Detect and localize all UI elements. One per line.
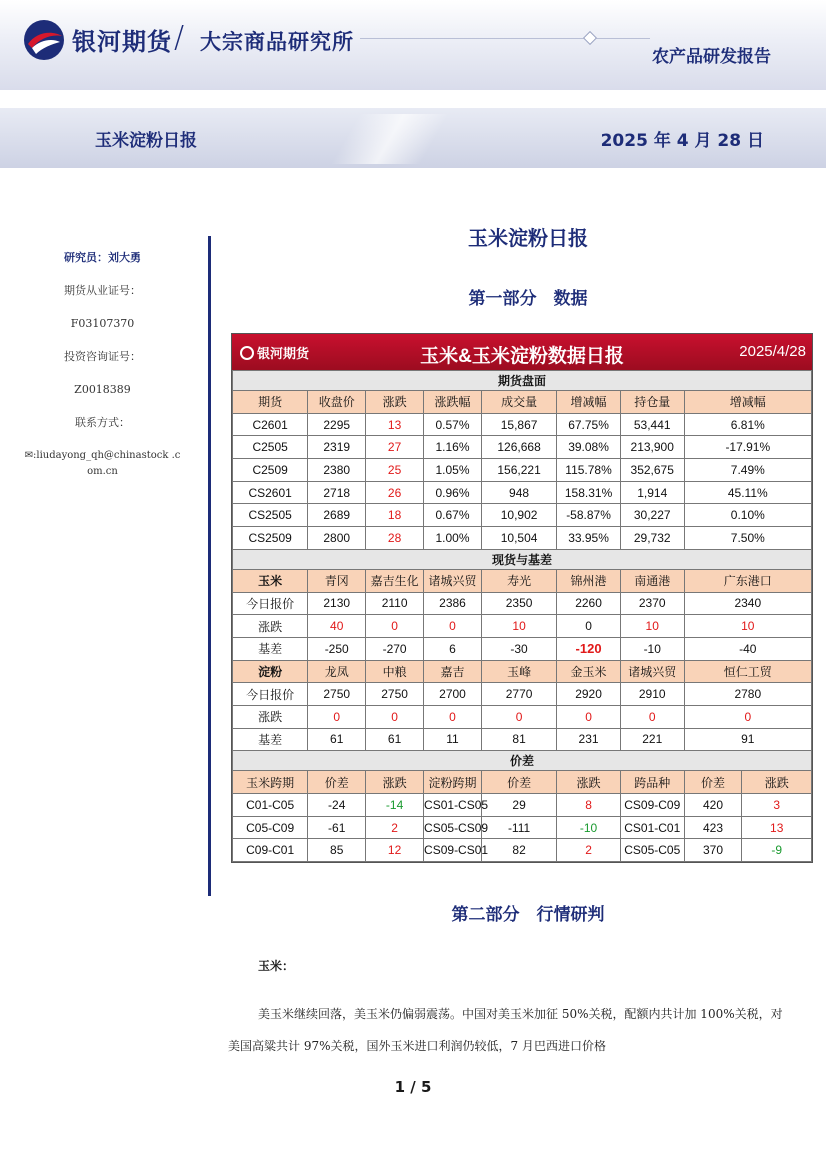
spread-header-cell: 价差 [481,771,556,794]
futures-cell: 10,504 [481,527,556,550]
corn-header-cell: 嘉吉生化 [366,569,424,592]
part2-title: 第二部分 行情研判 [451,905,605,925]
starch-price-cell: 2750 [308,683,366,706]
futures-cell: 352,675 [620,459,684,482]
spread-cell: CS01-CS05 [424,794,482,817]
futures-row [233,436,812,459]
spread-cell: -10 [557,816,621,839]
futures-cell: 33.95% [557,527,621,550]
contact-label: 联系方式： [75,416,130,429]
corn-basis-cell: -40 [684,637,811,660]
starch-change-cell: 0 [366,705,424,728]
corn-header-cell: 广东港口 [684,569,811,592]
page-header [0,0,826,90]
futures-cell: 2295 [308,413,366,436]
main-title: 玉米淀粉日报 [468,226,588,250]
spread-cell: CS01-C01 [620,816,684,839]
futures-cell: 1,914 [620,481,684,504]
futures-cell: CS2601 [233,481,308,504]
section-label: 期货盘面 [233,371,812,391]
futures-cell: -58.87% [557,504,621,527]
corn-header-cell: 南通港 [620,569,684,592]
spread-cell: CS05-CS09 [424,816,482,839]
starch-basis-cell: 11 [424,728,482,751]
corn-price-cell: 今日报价 [233,592,308,615]
starch-header-cell: 金玉米 [557,660,621,683]
corn-header-cell: 玉米 [233,569,308,592]
futures-cell: 1.00% [424,527,482,550]
license-number: F03107370 [70,317,135,330]
spread-header-cell: 跨品种 [620,771,684,794]
spread-cell: CS09-C09 [620,794,684,817]
futures-cell: 0.67% [424,504,482,527]
researcher-name: 研究员：刘大勇 [64,251,141,264]
futures-cell: 15,867 [481,413,556,436]
spread-cell: -9 [742,839,812,862]
starch-header-cell: 玉峰 [481,660,556,683]
futures-cell: 2689 [308,504,366,527]
table-date: 2025/4/28 [739,343,806,360]
futures-cell: 6.81% [684,413,811,436]
spread-header-cell: 涨跌 [366,771,424,794]
table-title: 玉米&玉米淀粉数据日报 [420,346,624,367]
corn-price-cell: 2350 [481,592,556,615]
corn-change-cell: 10 [481,615,556,638]
page-number: 1 / 5 [394,1078,432,1096]
futures-cell: 13 [366,413,424,436]
futures-section-row [233,371,812,391]
spread-header-cell: 价差 [684,771,742,794]
starch-change-row [233,705,812,728]
consult-number: Z0018389 [74,383,131,396]
spread-cell: CS09-CS01 [424,839,482,862]
corn-header-cell: 青冈 [308,569,366,592]
analysis-paragraph: 美玉米继续回落，美玉米仍偏弱震荡。中国对美玉米加征 50%关税，配额内共计加 100%关税，对美国高粱共计 97%关税，国外玉米进口利润仍较低，7 月巴西进口价格 [228,1007,783,1053]
starch-header-cell: 淀粉 [233,660,308,683]
report-category: 农产品研发报告 [652,47,771,67]
starch-basis-cell: 81 [481,728,556,751]
spread-cell: -61 [308,816,366,839]
band-shine [330,114,450,164]
spread-cell: C09-C01 [233,839,308,862]
corn-price-cell: 2110 [366,592,424,615]
brand-name: 银河期货 [72,28,172,56]
futures-header-cell: 收盘价 [308,391,366,414]
starch-basis-cell: 61 [366,728,424,751]
spread-cell: -14 [366,794,424,817]
spread-cell: 2 [557,839,621,862]
corn-header-cell: 寿光 [481,569,556,592]
report-title: 玉米淀粉日报 [95,131,197,151]
futures-cell: 27 [366,436,424,459]
futures-cell: 156,221 [481,459,556,482]
starch-price-cell: 2770 [481,683,556,706]
license-label: 期货从业证号： [64,284,141,297]
corn-price-cell: 2370 [620,592,684,615]
starch-header-cell: 龙凤 [308,660,366,683]
futures-header-row [233,391,812,414]
futures-cell: 26 [366,481,424,504]
corn-basis-cell: -270 [366,637,424,660]
header-decor-line [360,38,650,39]
futures-cell: C2601 [233,413,308,436]
starch-change-cell: 0 [481,705,556,728]
spread-header-cell: 涨跌 [557,771,621,794]
futures-cell: 2380 [308,459,366,482]
corn-basis-row [233,637,812,660]
corn-change-cell: 40 [308,615,366,638]
corn-basis-cell: 基差 [233,637,308,660]
futures-cell: 25 [366,459,424,482]
futures-cell: 948 [481,481,556,504]
starch-change-cell: 涨跌 [233,705,308,728]
table-logo-text: 银河期货 [257,346,310,361]
futures-cell: 53,441 [620,413,684,436]
futures-cell: 7.49% [684,459,811,482]
corn-header-row [233,569,812,592]
section-label: 现货与基差 [233,549,812,569]
starch-header-cell: 恒仁工贸 [684,660,811,683]
starch-basis-cell: 221 [620,728,684,751]
futures-cell: 29,732 [620,527,684,550]
futures-header-cell: 涨跌 [366,391,424,414]
futures-header-cell: 增减幅 [557,391,621,414]
sidebar-divider [208,236,211,896]
spread-cell: C05-C09 [233,816,308,839]
header-decor-diamond [583,31,597,45]
futures-cell: C2505 [233,436,308,459]
starch-basis-cell: 91 [684,728,811,751]
starch-price-cell: 今日报价 [233,683,308,706]
spread-header-cell: 淀粉跨期 [424,771,482,794]
futures-cell: 2718 [308,481,366,504]
corn-basis-cell: -10 [620,637,684,660]
corn-change-cell: 涨跌 [233,615,308,638]
starch-header-cell: 诸城兴贸 [620,660,684,683]
spread-cell: 3 [742,794,812,817]
title-band [0,108,826,168]
spread-cell: 29 [481,794,556,817]
brand-divider: / [174,20,185,55]
starch-price-cell: 2780 [684,683,811,706]
corn-price-cell: 2130 [308,592,366,615]
spread-cell: 13 [742,816,812,839]
starch-change-cell: 0 [684,705,811,728]
futures-cell: 115.78% [557,459,621,482]
contact-email[interactable]: ✉:liudayong_qh@chinastock .com.cn [24,450,181,477]
futures-cell: 10,902 [481,504,556,527]
corn-price-cell: 2260 [557,592,621,615]
futures-cell: 2800 [308,527,366,550]
spot-section-row [233,549,812,569]
futures-cell: C2509 [233,459,308,482]
futures-cell: 2319 [308,436,366,459]
corn-basis-cell: 6 [424,637,482,660]
corn-basis-cell: -250 [308,637,366,660]
starch-price-cell: 2750 [366,683,424,706]
corn-price-cell: 2340 [684,592,811,615]
futures-header-cell: 涨跌幅 [424,391,482,414]
data-grid [232,370,812,862]
starch-header-cell: 中粮 [366,660,424,683]
spread-header-row [233,771,812,794]
corn-change-cell: 0 [557,615,621,638]
part1-title: 第一部分 数据 [468,289,588,309]
corn-change-cell: 0 [366,615,424,638]
starch-price-cell: 2920 [557,683,621,706]
starch-price-cell: 2910 [620,683,684,706]
futures-cell: 1.05% [424,459,482,482]
futures-cell: 45.11% [684,481,811,504]
spread-cell: C01-C05 [233,794,308,817]
futures-row [233,504,812,527]
section-label: 价差 [233,751,812,771]
table-banner [232,334,812,370]
spread-cell: 12 [366,839,424,862]
futures-row [233,459,812,482]
spread-row [233,816,812,839]
starch-header-cell: 嘉吉 [424,660,482,683]
spread-cell: 8 [557,794,621,817]
report-date: 2025 年 4 月 28 日 [600,131,764,151]
futures-cell: 28 [366,527,424,550]
starch-change-cell: 0 [424,705,482,728]
consult-label: 投资咨询证号： [64,350,141,363]
galaxy-logo-icon [22,18,66,62]
futures-cell: -17.91% [684,436,811,459]
starch-change-cell: 0 [557,705,621,728]
futures-header-cell: 增减幅 [684,391,811,414]
spread-cell: 423 [684,816,742,839]
futures-row [233,527,812,550]
spread-section-row [233,751,812,771]
institute-name: 大宗商品研究所 [200,30,354,54]
futures-row [233,413,812,436]
starch-change-cell: 0 [620,705,684,728]
starch-header-row [233,660,812,683]
spread-row [233,794,812,817]
futures-header-cell: 持仓量 [620,391,684,414]
futures-cell: 0.57% [424,413,482,436]
author-sidebar [0,250,205,480]
futures-cell: 30,227 [620,504,684,527]
corn-heading: 玉米： [258,959,295,973]
futures-cell: CS2509 [233,527,308,550]
starch-price-cell: 2700 [424,683,482,706]
spread-header-cell: 价差 [308,771,366,794]
futures-cell: 0.96% [424,481,482,504]
corn-header-cell: 诸城兴贸 [424,569,482,592]
corn-basis-cell: -30 [481,637,556,660]
futures-cell: CS2505 [233,504,308,527]
corn-basis-cell: -120 [557,637,621,660]
futures-cell: 7.50% [684,527,811,550]
corn-change-row [233,615,812,638]
futures-cell: 126,668 [481,436,556,459]
futures-cell: 213,900 [620,436,684,459]
spread-cell: -111 [481,816,556,839]
futures-cell: 158.31% [557,481,621,504]
spread-cell: 420 [684,794,742,817]
futures-cell: 39.08% [557,436,621,459]
starch-basis-cell: 231 [557,728,621,751]
spread-header-cell: 玉米跨期 [233,771,308,794]
spread-cell: 370 [684,839,742,862]
starch-basis-cell: 基差 [233,728,308,751]
corn-change-cell: 0 [424,615,482,638]
spread-row [233,839,812,862]
corn-change-cell: 10 [620,615,684,638]
spread-cell: CS05-C05 [620,839,684,862]
futures-cell: 1.16% [424,436,482,459]
futures-row [233,481,812,504]
spread-cell: -24 [308,794,366,817]
starch-change-cell: 0 [308,705,366,728]
starch-price-row [233,683,812,706]
futures-header-cell: 成交量 [481,391,556,414]
spread-cell: 82 [481,839,556,862]
futures-cell: 0.10% [684,504,811,527]
data-table [231,333,813,863]
spread-header-cell: 涨跌 [742,771,812,794]
starch-basis-row [233,728,812,751]
corn-change-cell: 10 [684,615,811,638]
futures-cell: 18 [366,504,424,527]
spread-cell: 85 [308,839,366,862]
corn-price-row [233,592,812,615]
futures-cell: 67.75% [557,413,621,436]
starch-basis-cell: 61 [308,728,366,751]
futures-header-cell: 期货 [233,391,308,414]
corn-price-cell: 2386 [424,592,482,615]
corn-header-cell: 锦州港 [557,569,621,592]
spread-cell: 2 [366,816,424,839]
